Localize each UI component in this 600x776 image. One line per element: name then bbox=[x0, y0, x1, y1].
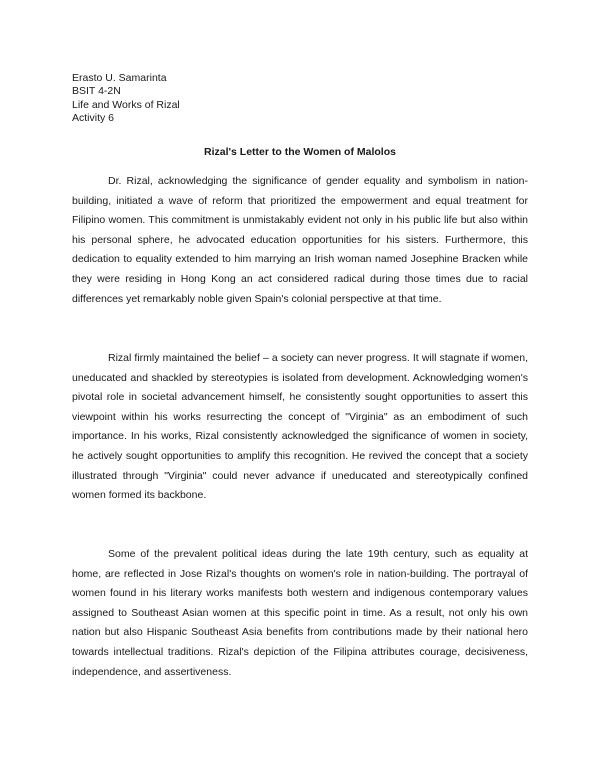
activity-label: Activity 6 bbox=[72, 112, 115, 125]
paragraph-1: Dr. Rizal, acknowledging the significance of gender equality and symbolism in nation-building, initiated a wave of reform that prioritized the empowerment and equal treatment for Filipino women. This commitment is unmistakably evident not only in his public life but also within his personal sphere, he advocated education opportunities for his sisters. Furthermore, this dedication to equality extended to him marrying an Irish woman named Josephine Bracken while they were residing in Hong Kong an act considered radical during those times due to racial differences yet remarkably noble given Spain's colonial perspective at that time. bbox=[72, 175, 528, 305]
author-name: Erasto U. Samarinta bbox=[72, 72, 167, 84]
section-label: BSIT 4-2N bbox=[72, 85, 121, 98]
document-title: Rizal's Letter to the Women of Malolos bbox=[204, 146, 396, 158]
author-header bbox=[72, 72, 180, 126]
paragraph-3: Some of the prevalent political ideas during the late 19th century, such as equality at home, are reflected in Jose Rizal's thoughts on women's role in nation-building. The portrayal of women found in his literary works manifests both western and indigenous contemporary values assigned to Southeast Asian women at this specific point in time. As a result, not only his own nation but also Hispanic Southeast Asia benefits from contributions made by their national hero towards intellectual traditions. Rizal's depiction of the Filipina attributes courage, decisiveness, independence, and assertiveness. bbox=[72, 548, 528, 678]
paragraph-2: Rizal firmly maintained the belief – a society can never progress. It will stagnate if women, uneducated and shackled by stereotypies is isolated from development. Acknowledging women's pivotal role in societal advancement himself, he consistently sought opportunities to assert this viewpoint within his works resurrecting the concept of "Virginia" as an embodiment of such importance. In his works, Rizal consistently acknowledged the significance of women in society, he actively sought opportunities to amplify this recognition. He revived the concept that a society illustrated through "Virginia" could never advance if uneducated and stereotypically confined women formed its backbone. bbox=[72, 352, 528, 502]
course-label: Life and Works of Rizal bbox=[72, 98, 180, 111]
